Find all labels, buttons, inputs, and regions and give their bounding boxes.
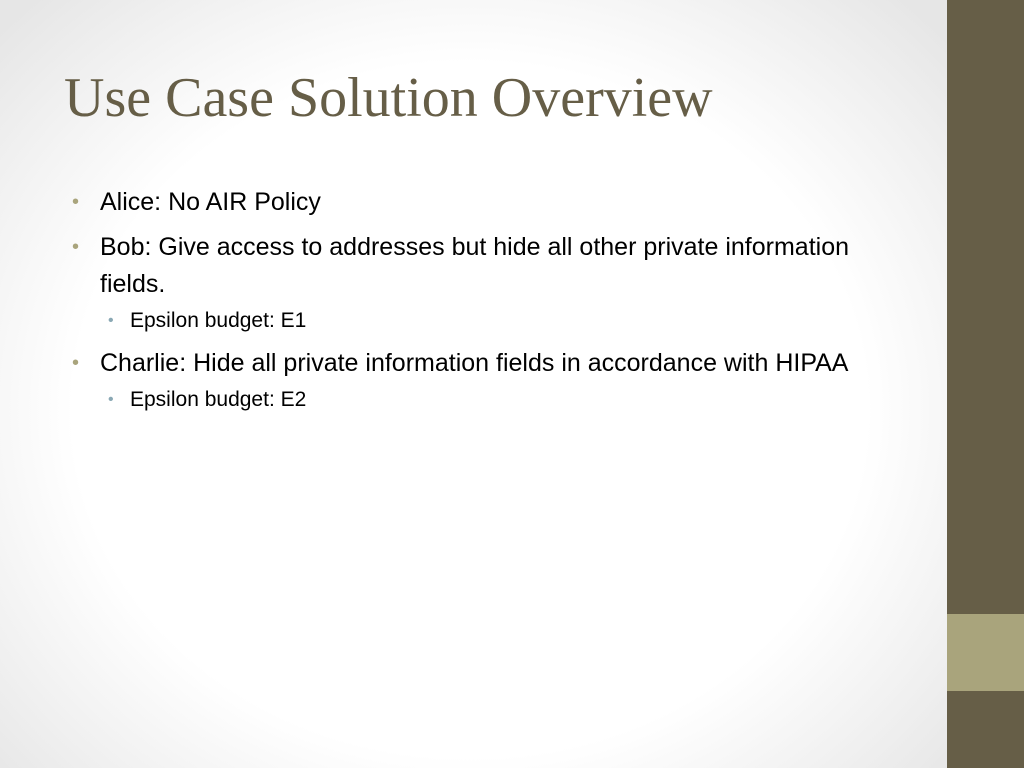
bullet-text: Charlie: Hide all private information fields in accordance with HIPAA <box>100 349 849 377</box>
sub-bullet-dot-icon: • <box>108 312 114 329</box>
bullet-text: Bob: Give access to addresses but hide all other private information fields. <box>100 233 850 298</box>
sub-bullet-list <box>100 384 892 416</box>
bullet-dot-icon: • <box>72 191 80 213</box>
bullet-dot-icon: • <box>72 236 80 258</box>
bullet-item-alice <box>72 184 892 221</box>
sub-bullet-dot-icon: • <box>108 391 114 408</box>
bullet-dot-icon: • <box>72 352 80 374</box>
slide-title: Use Case Solution Overview <box>64 67 713 129</box>
bullet-list <box>72 184 892 424</box>
sub-bullet-text: Epsilon budget: E1 <box>130 309 307 332</box>
sub-bullet-text: Epsilon budget: E2 <box>130 388 307 411</box>
bullet-item-bob <box>72 229 892 337</box>
side-decor-accent <box>947 614 1024 691</box>
sub-bullet-list <box>100 305 892 337</box>
bullet-item-charlie <box>72 345 892 416</box>
sub-bullet-item <box>108 384 892 416</box>
sub-bullet-item <box>108 305 892 337</box>
bullet-text: Alice: No AIR Policy <box>100 188 321 216</box>
